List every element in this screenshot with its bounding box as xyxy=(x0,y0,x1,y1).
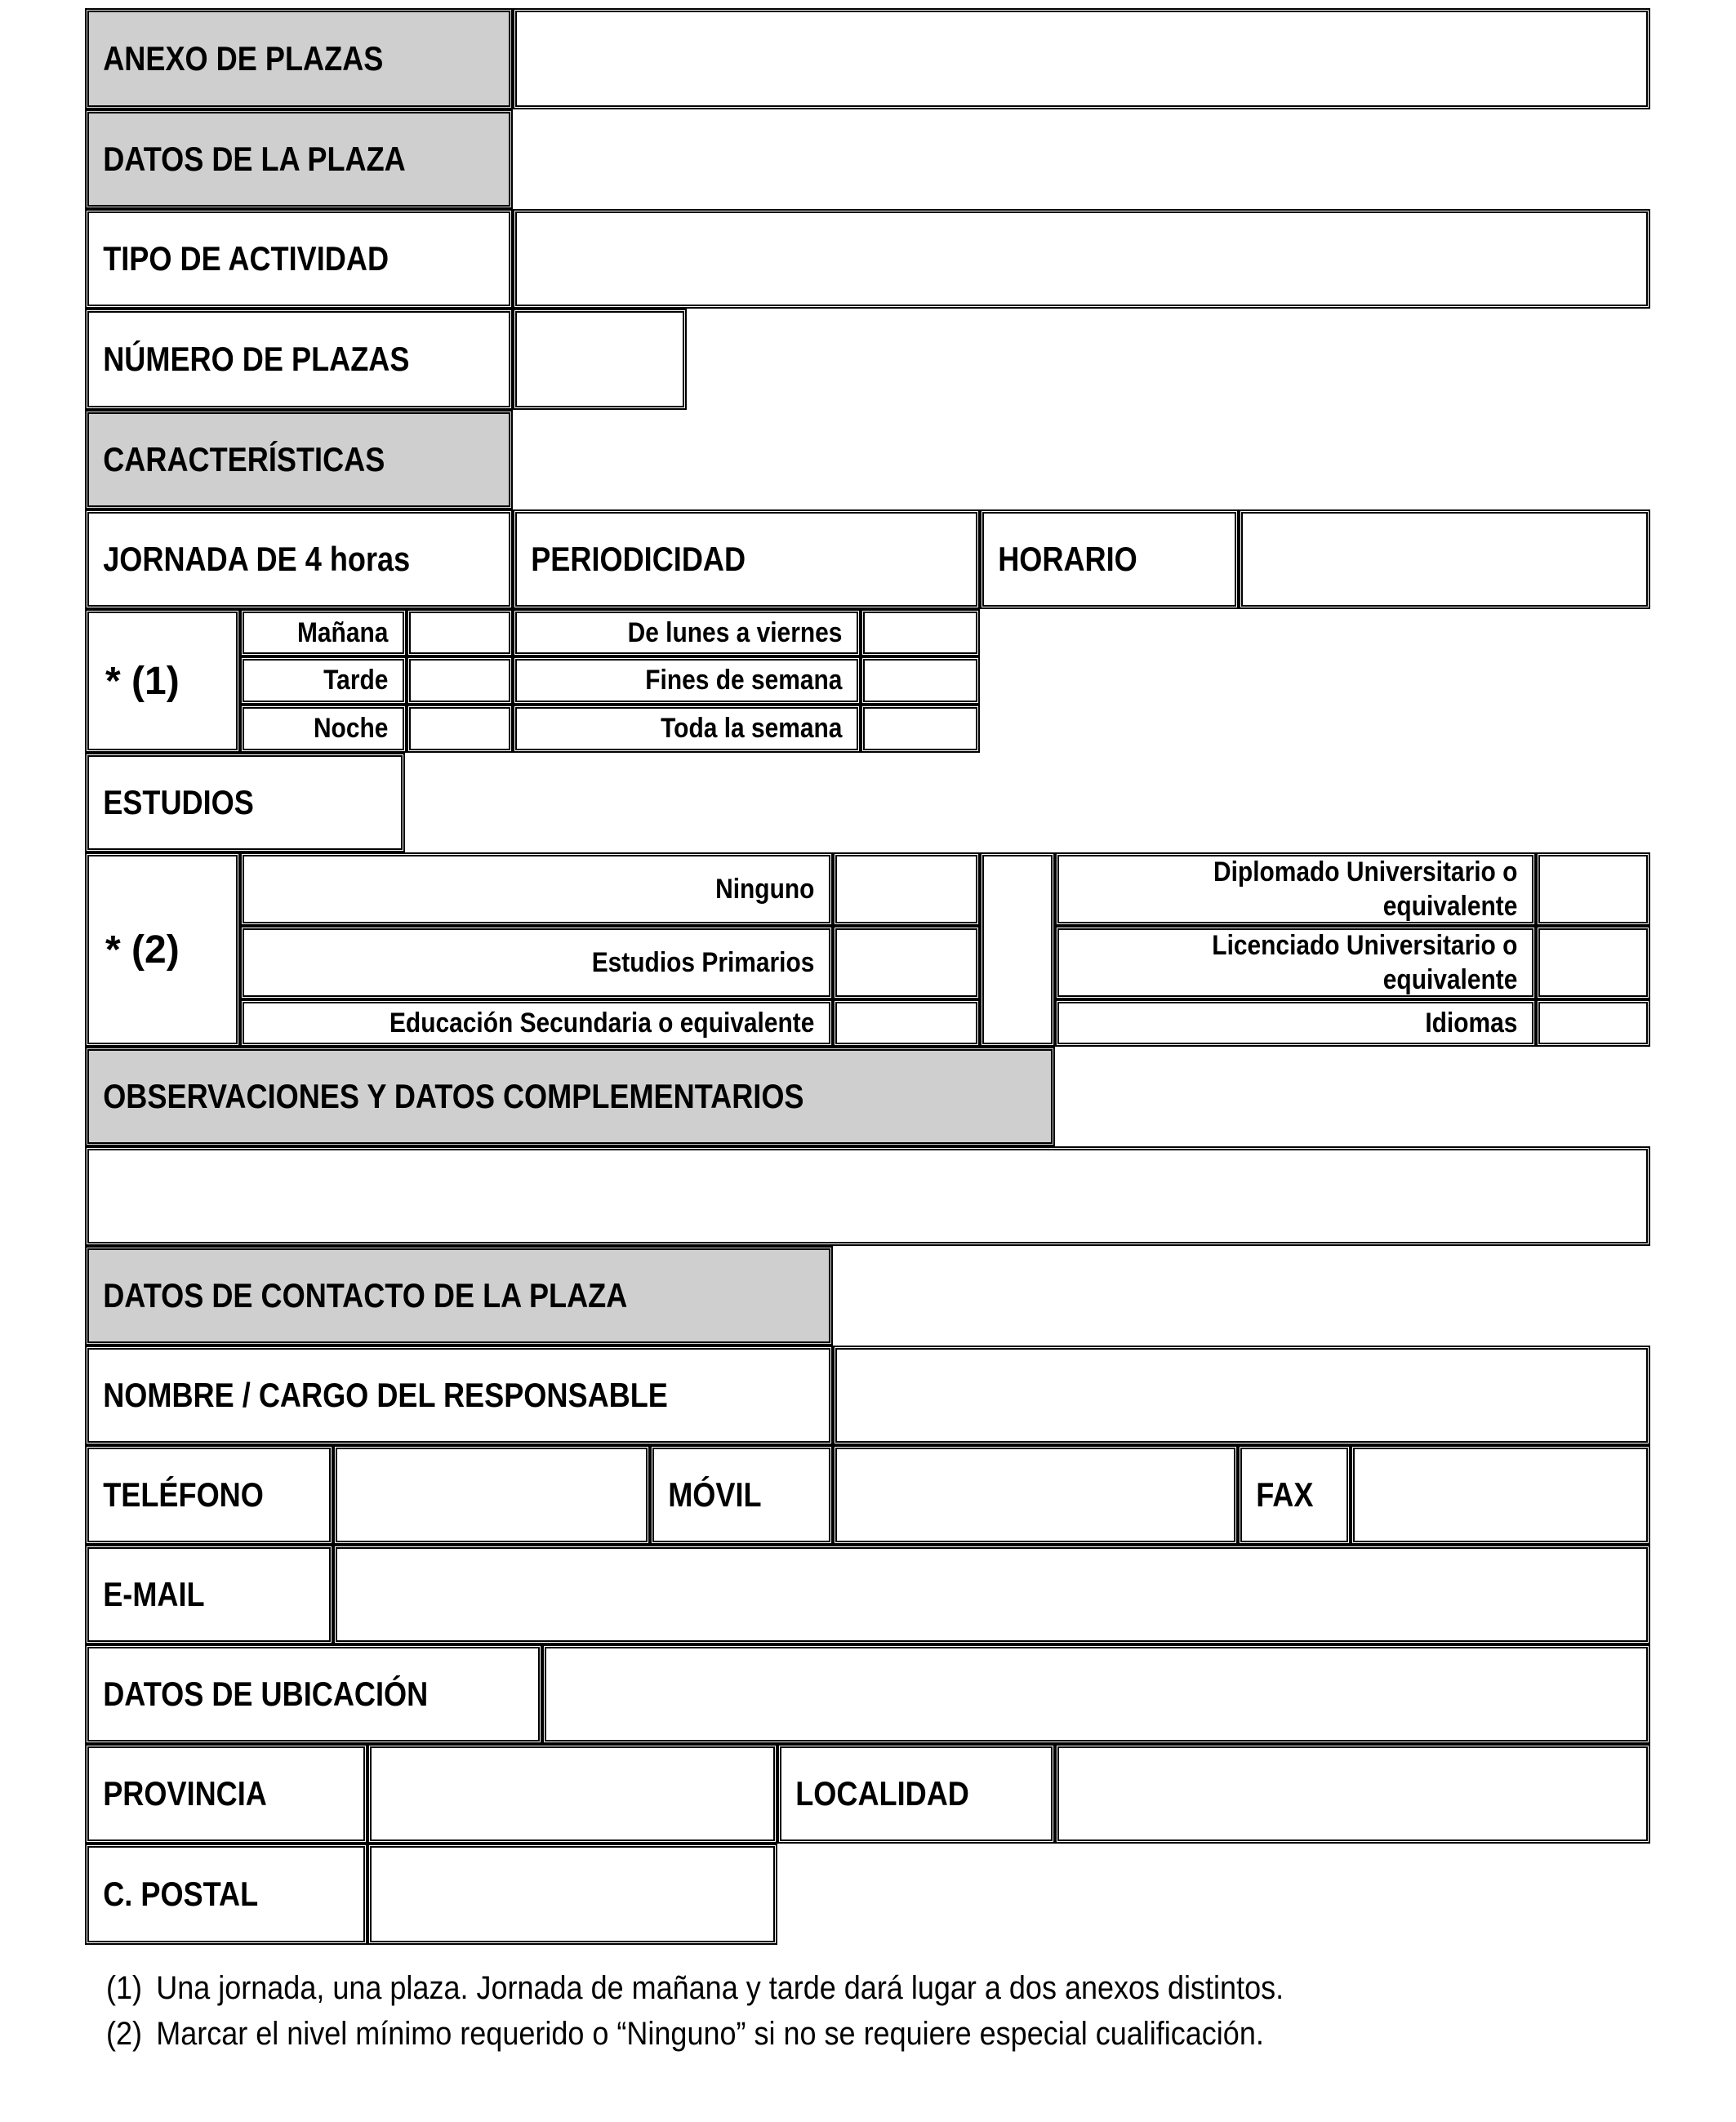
movil-label: MÓVIL xyxy=(668,1475,762,1514)
nivel-ninguno-label: Ninguno xyxy=(715,873,815,905)
telefono-label-cell xyxy=(85,1445,333,1545)
ref2-cell xyxy=(85,852,240,1047)
nivel-licenciado-checkbox[interactable] xyxy=(1536,926,1650,999)
email-field[interactable] xyxy=(333,1545,1650,1644)
estudios-label-cell xyxy=(85,753,405,852)
responsable-label-cell xyxy=(85,1346,833,1445)
ubicacion-label: DATOS DE UBICACIÓN xyxy=(103,1675,429,1713)
horario-label: HORARIO xyxy=(998,540,1137,578)
fax-label-cell xyxy=(1238,1445,1351,1545)
postal-field[interactable] xyxy=(367,1844,777,1945)
localidad-label-cell xyxy=(777,1744,1055,1844)
turno-tarde-checkbox[interactable] xyxy=(407,656,513,705)
turno-noche-cell xyxy=(240,705,407,753)
responsable-label: NOMBRE / CARGO DEL RESPONSABLE xyxy=(103,1376,668,1414)
anexo-label-cell xyxy=(85,8,513,109)
contacto-label-cell xyxy=(85,1246,833,1346)
periodo-lunes-viernes-checkbox[interactable] xyxy=(861,609,980,656)
footnote-2 xyxy=(106,2016,1264,2053)
periodo-fines-semana-cell xyxy=(513,656,861,705)
caracteristicas-label-cell xyxy=(85,410,513,509)
periodicidad-label: PERIODICIDAD xyxy=(531,540,746,578)
nivel-idiomas-cell xyxy=(1055,999,1536,1047)
movil-field[interactable] xyxy=(833,1445,1238,1545)
footnote-1-text: Una jornada, una plaza. Jornada de mañana y tarde dará lugar a dos anexos distintos. xyxy=(156,1970,1284,2006)
turno-noche-checkbox[interactable] xyxy=(407,705,513,753)
responsable-field[interactable] xyxy=(833,1346,1650,1445)
nivel-primarios-cell xyxy=(240,926,833,999)
anexo-field[interactable] xyxy=(513,8,1650,109)
periodo-toda-semana-checkbox[interactable] xyxy=(861,705,980,753)
nivel-primarios-label: Estudios Primarios xyxy=(591,946,815,978)
fax-label: FAX xyxy=(1256,1475,1314,1514)
horario-label-cell xyxy=(980,509,1239,609)
observaciones-label-cell xyxy=(85,1047,1055,1146)
ref2-label: * (2) xyxy=(105,928,180,972)
turno-tarde-cell xyxy=(240,656,407,705)
turno-noche-label: Noche xyxy=(313,713,389,744)
nivel-diplomado-line2: equivalente xyxy=(1382,891,1518,922)
localidad-field[interactable] xyxy=(1055,1744,1650,1844)
numero-plazas-field[interactable] xyxy=(513,309,687,410)
tipo-actividad-label: TIPO DE ACTIVIDAD xyxy=(103,239,389,278)
telefono-field[interactable] xyxy=(333,1445,650,1545)
observaciones-field[interactable] xyxy=(85,1146,1650,1246)
tipo-actividad-label-cell xyxy=(85,209,513,309)
email-label-cell xyxy=(85,1545,333,1644)
anexo-label: ANEXO DE PLAZAS xyxy=(103,39,384,78)
ref1-cell xyxy=(85,609,240,753)
turno-manana-cell xyxy=(240,609,407,656)
numero-plazas-label-cell xyxy=(85,309,513,410)
jornada-label-cell xyxy=(85,509,513,609)
nivel-idiomas-label: Idiomas xyxy=(1425,1007,1518,1039)
turno-manana-checkbox[interactable] xyxy=(407,609,513,656)
nivel-licenciado-line2: equivalente xyxy=(1382,964,1518,995)
nivel-ninguno-cell xyxy=(240,852,833,926)
ubicacion-field[interactable] xyxy=(542,1644,1650,1744)
nivel-secundaria-cell xyxy=(240,999,833,1047)
ref1-label: * (1) xyxy=(105,659,180,703)
estudios-label: ESTUDIOS xyxy=(103,783,254,821)
periodo-fines-semana-label: Fines de semana xyxy=(645,665,843,696)
periodo-lunes-viernes-cell xyxy=(513,609,861,656)
ubicacion-label-cell xyxy=(85,1644,542,1744)
footnote-1 xyxy=(106,1970,1284,2007)
telefono-label: TELÉFONO xyxy=(103,1475,264,1514)
provincia-label: PROVINCIA xyxy=(103,1774,267,1813)
nivel-secundaria-label: Educación Secundaria o equivalente xyxy=(389,1007,815,1039)
periodo-lunes-viernes-label: De lunes a viernes xyxy=(627,616,843,648)
nivel-ninguno-checkbox[interactable] xyxy=(833,852,980,926)
contacto-label: DATOS DE CONTACTO DE LA PLAZA xyxy=(103,1276,628,1315)
jornada-label: JORNADA DE 4 horas xyxy=(103,540,411,578)
movil-label-cell xyxy=(650,1445,833,1545)
footnote-1-number: (1) xyxy=(106,1970,143,2006)
nivel-diplomado-line1: Diplomado Universitario o xyxy=(1213,856,1518,888)
numero-plazas-label: NÚMERO DE PLAZAS xyxy=(103,340,410,378)
nivel-secundaria-checkbox[interactable] xyxy=(833,999,980,1047)
nivel-licenciado-cell xyxy=(1055,926,1536,999)
periodo-toda-semana-cell xyxy=(513,705,861,753)
nivel-primarios-checkbox[interactable] xyxy=(833,926,980,999)
postal-label: C. POSTAL xyxy=(103,1875,259,1913)
postal-label-cell xyxy=(85,1844,367,1945)
periodo-toda-semana-label: Toda la semana xyxy=(661,713,843,744)
footnote-2-number: (2) xyxy=(106,2016,143,2052)
fax-field[interactable] xyxy=(1351,1445,1650,1545)
provincia-label-cell xyxy=(85,1744,367,1844)
periodo-fines-semana-checkbox[interactable] xyxy=(861,656,980,705)
turno-tarde-label: Tarde xyxy=(323,665,389,696)
horario-field[interactable] xyxy=(1239,509,1650,609)
nivel-diplomado-checkbox[interactable] xyxy=(1536,852,1650,926)
footnote-2-text: Marcar el nivel mínimo requerido o “Ninguno” si no se requiere especial cualificación. xyxy=(156,2016,1264,2052)
nivel-licenciado-label xyxy=(1115,928,1532,998)
estudios-spacer-cell xyxy=(980,852,1055,1047)
provincia-field[interactable] xyxy=(367,1744,777,1844)
email-label: E-MAIL xyxy=(103,1575,205,1613)
nivel-idiomas-checkbox[interactable] xyxy=(1536,999,1650,1047)
nivel-licenciado-line1: Licenciado Universitario o xyxy=(1212,929,1518,961)
observaciones-label: OBSERVACIONES Y DATOS COMPLEMENTARIOS xyxy=(103,1077,804,1115)
datos-plaza-label-cell xyxy=(85,109,513,209)
turno-manana-label: Mañana xyxy=(296,616,389,648)
localidad-label: LOCALIDAD xyxy=(795,1774,969,1813)
caracteristicas-label: CARACTERÍSTICAS xyxy=(103,440,385,478)
nivel-diplomado-label xyxy=(1115,855,1532,924)
periodicidad-label-cell xyxy=(513,509,980,609)
tipo-actividad-field[interactable] xyxy=(513,209,1650,309)
nivel-diplomado-cell xyxy=(1055,852,1536,926)
datos-plaza-label: DATOS DE LA PLAZA xyxy=(103,140,406,178)
